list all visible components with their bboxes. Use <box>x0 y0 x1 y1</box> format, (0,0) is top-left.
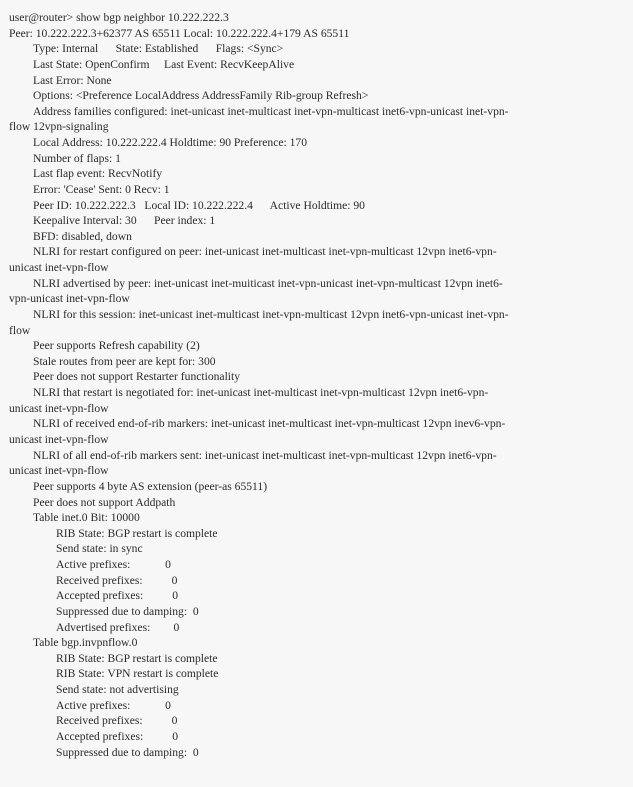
output-line: Send state: not advertising <box>56 683 179 697</box>
output-line: NLRI for restart configured on peer: inet-unicast inet-multicast inet-vpn-multicast 12vpn inet6-vpn- <box>33 245 497 259</box>
output-line: Peer ID: 10.222.222.3 Local ID: 10.222.222.4 Active Holdtime: 90 <box>33 198 365 212</box>
output-line: Table inet.0 Bit: 10000 <box>33 511 140 525</box>
output-line: Peer does not support Addpath <box>33 495 176 509</box>
output-line: Number of flaps: 1 <box>33 151 121 165</box>
output-line: vpn-unicast inet-vpn-flow <box>9 292 130 306</box>
output-line: Peer does not support Restarter functionality <box>33 370 241 384</box>
output-line: flow <box>9 323 31 337</box>
output-line: BFD: disabled, down <box>33 229 132 243</box>
output-line: Suppressed due to damping: 0 <box>56 745 199 759</box>
output-line: Suppressed due to damping: 0 <box>56 604 199 618</box>
output-line: unicast inet-vpn-flow <box>9 401 109 415</box>
output-line: RIB State: BGP restart is complete <box>56 651 218 665</box>
output-line: Active prefixes: 0 <box>56 698 171 712</box>
output-line: Accepted prefixes: 0 <box>56 589 179 603</box>
output-line: RIB State: VPN restart is complete <box>56 667 219 681</box>
output-line: flow 12vpn-signaling <box>9 120 109 134</box>
output-line: NLRI advertised by peer: inet-unicast inet-muiticast inet-vpn-unicast inet-vpn-multicast 12vpn inet6- <box>33 276 503 290</box>
output-line: NLRI that restart is negotiated for: inet-unicast inet-multicast inet-vpn-multicast 12vpn inet6-vpn- <box>33 386 489 400</box>
output-line: NLRI for this session: inet-unicast inet-multicast inet-vpn-multicast 12vpn inet6-vpn-unicast inet-vpn- <box>33 307 509 321</box>
output-line: Send state: in sync <box>56 542 143 556</box>
output-line: unicast inet-vpn-flow <box>9 433 109 446</box>
output-line: Stale routes from peer are kept for: 300 <box>33 354 216 368</box>
output-line: NLRI of all end-of-rib markers sent: inet-unicast inet-multicast inet-vpn-multicast 12vpn inet6-vpn- <box>33 448 497 462</box>
output-line: Local Address: 10.222.222.4 Holdtime: 90 Preference: 170 <box>33 136 308 150</box>
output-line: Advertised prefixes: 0 <box>56 620 180 634</box>
output-line: Table bgp.invpnflow.0 <box>33 636 138 650</box>
output-line: Accepted prefixes: 0 <box>56 729 179 743</box>
output-line: Last Error: None <box>33 73 112 87</box>
output-line: Error: 'Cease' Sent: 0 Recv: 1 <box>33 182 170 196</box>
output-line: Keepalive Interval: 30 Peer index: 1 <box>33 214 216 228</box>
command-prompt-line: user@router> show bgp neighbor 10.222.222.3 <box>9 11 229 24</box>
output-line: Received prefixes: 0 <box>56 714 178 728</box>
output-line: unicast inet-vpn-flow <box>9 464 109 478</box>
output-line: Received prefixes: 0 <box>56 573 178 587</box>
output-line: Type: Internal State: Established Flags: <Sync> <box>33 42 284 56</box>
output-line: Last flap event: RecvNotify <box>33 167 163 181</box>
output-line: Last State: OpenConfirm Last Event: RecvKeepAlive <box>33 57 295 71</box>
output-line: Peer supports Refresh capability (2) <box>33 339 200 353</box>
output-line: Options: <Preference LocalAddress AddressFamily Rib-group Refresh> <box>33 89 369 103</box>
output-line: unicast inet-vpn-flow <box>9 261 109 275</box>
output-line: Active prefixes: 0 <box>56 558 171 572</box>
output-line: Peer: 10.222.222.3+62377 AS 65511 Local: 10.222.222.4+179 AS 65511 <box>9 26 350 40</box>
output-line: Address families configured: inet-unicast inet-multicast inet-vpn-multicast inet6-vpn-unicast inet-vpn- <box>33 104 509 118</box>
output-line: Peer supports 4 byte AS extension (peer-as 65511) <box>33 479 268 493</box>
output-line: RIB State: BGP restart is complete <box>56 526 218 540</box>
output-line: NLRI of received end-of-rib markers: inet-unicast inet-multicast inet-vpn-multicast 12vpn inev6-vpn- <box>33 417 506 431</box>
